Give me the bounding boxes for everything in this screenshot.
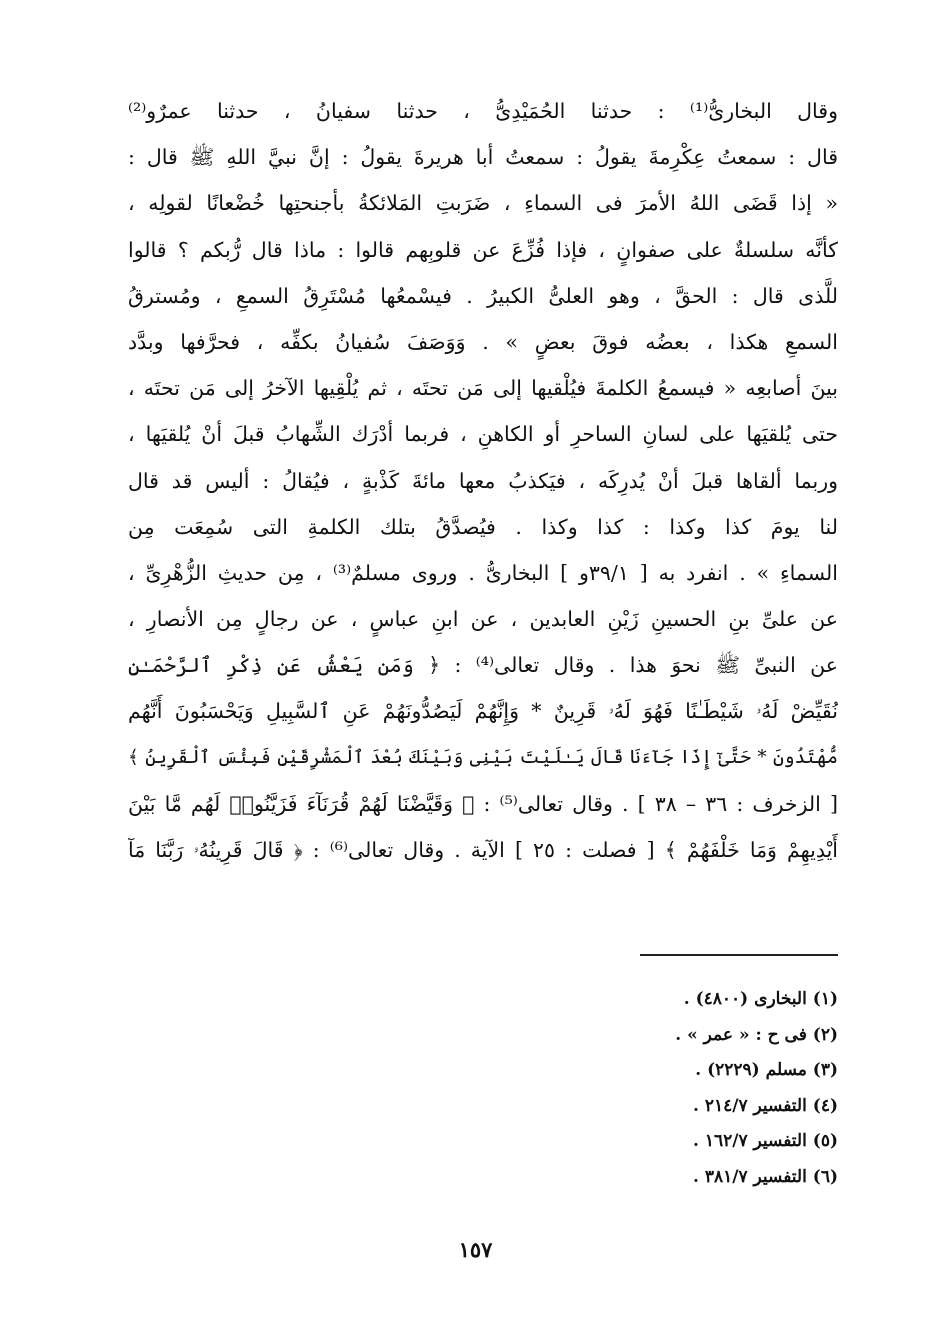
footnote: (١) البخارى (٤٨٠٠) . xyxy=(683,989,838,1009)
text-line: السماءِ » . انفرد به [ ٣٩/١و ] البخارىُّ . وروى مسلمٌ⁽³⁾ ، مِن حديثِ الزُّهْرِىِّ ، xyxy=(128,560,838,585)
footnote-divider xyxy=(640,954,838,956)
text-line: السمعِ هكذا ، بعضُه فوقَ بعضٍ » . وَوَصَفَ سُفيانُ بكفِّه ، فحرَّفها وبدَّد xyxy=(128,329,838,354)
footnote: (٤) التفسير ٢١٤/٧ . xyxy=(693,1095,838,1116)
text-line: وقال البخارىُّ⁽¹⁾ : حدثنا الحُمَيْدِىُّ ، حدثنا سفيانُ ، حدثنا عمرٌو⁽²⁾ xyxy=(128,99,838,123)
text-line: [ الزخرف : ٣٦ – ٣٨ ] . وقال تعالى⁽⁵⁾ : ﴿ وَقَيَّضْنَا لَهُمْ قُرَنَآءَ فَزَيَّنُوا۟ لَهُم مَّا بَيْنَ xyxy=(128,791,838,816)
text-line: كأنَّه سلسلةٌ على صفوانٍ ، فإذا فُزِّعَ عن قلوبِهم قالوا : ماذا قال رُّبكم ؟ قالوا xyxy=(128,237,838,262)
text-line: أَيْدِيهِمْ وَمَا خَلْفَهُمْ ﴾ [ فصلت : ٢٥ ] الآية . وقال تعالى⁽⁶⁾ : ﴿ قَالَ قَرِينُهُۥ رَبَّنَا مَآ xyxy=(128,838,838,862)
footnote: (٥) التفسير ١٦٢/٧ . xyxy=(693,1131,838,1151)
text-line: نُقَيِّضْ لَهُۥ شَيْطَـٰنًا فَهُوَ لَهُۥ قَرِينٌ * وَإِنَّهُمْ لَيَصُدُّونَهُمْ عَنِ ٱلسَّبِيلِ وَيَحْسَبُونَ أَنَّهُم xyxy=(128,699,838,724)
text-line: قال : سمعتُ عِكْرِمةَ يقولُ : سمعتُ أبا هريرةَ يقولُ : إنَّ نبيَّ اللهِ ﷺ قال : xyxy=(128,145,838,170)
page-number: ١٥٧ xyxy=(458,1237,493,1262)
text-line: بينَ أصابعِه « فيسمعُ الكلمةَ فيُلْقيها إلى مَن تحتَه ، ثم يُلْقِيها الآخرُ إلى مَن تحتَه ، xyxy=(128,376,838,401)
main-text xyxy=(128,88,838,873)
footnote: (٢) فى ح : « عمر » . xyxy=(675,1024,838,1045)
text-line: وربما ألقاها قبلَ أنْ يُدرِكَه ، فيَكذبُ معها مائةَ كَذْبةٍ ، فيُقالُ : أليس قد قال xyxy=(128,468,838,493)
text-line: مُّهْتَدُونَ * حَتَّىٰٓ إِذَا جَآءَنَا قَالَ يَـٰلَيْتَ بَيْنِى وَبَيْنَكَ بُعْدَ ٱلْمَشْرِقَيْنِ فَبِئْسَ ٱلْقَرِينُ ﴾ xyxy=(128,746,838,768)
text-line: حتى يُلقيَها على لسانِ الساحرِ أو الكاهنِ ، فربما أدْرَك الشِّهابُ قبلَ أنْ يُلقيَها ، xyxy=(128,422,838,447)
footnote: (٣) مسلم (٢٢٢٩) . xyxy=(695,1060,838,1080)
text-line: « إذا قَضَى اللهُ الأمرَ فى السماءِ ، ضَرَبتِ المَلائكةُ بأجنحتِها خُضْعانًا لقولِه ، xyxy=(128,191,838,216)
footnotes xyxy=(538,982,838,1195)
footnote: (٦) التفسير ٣٨١/٧ . xyxy=(693,1166,838,1187)
text-line: عن النبىِّ ﷺ نحوَ هذا . وقال تعالى⁽⁴⁾ : ﴿ وَمَن يَعْشُ عَن ذِكْرِ ٱلرَّحْمَـٰنِ xyxy=(128,653,838,678)
text-line: لنا يومَ كذا وكذا : كذا وكذا . فيُصدَّقُ بتلك الكلمةِ التى سُمِعَت مِن xyxy=(128,514,838,539)
text-line: للَّذى قال : الحقَّ ، وهو العلىُّ الكبيرُ . فيسْمعُها مُسْتَرِقُ السمعِ ، ومُسترقُ xyxy=(128,283,838,308)
text-line: عن علىِّ بنِ الحسينِ زَيْنِ العابدين ، عن ابنِ عباسٍ ، عن رجالٍ مِن الأنصارِ ، xyxy=(128,607,838,632)
